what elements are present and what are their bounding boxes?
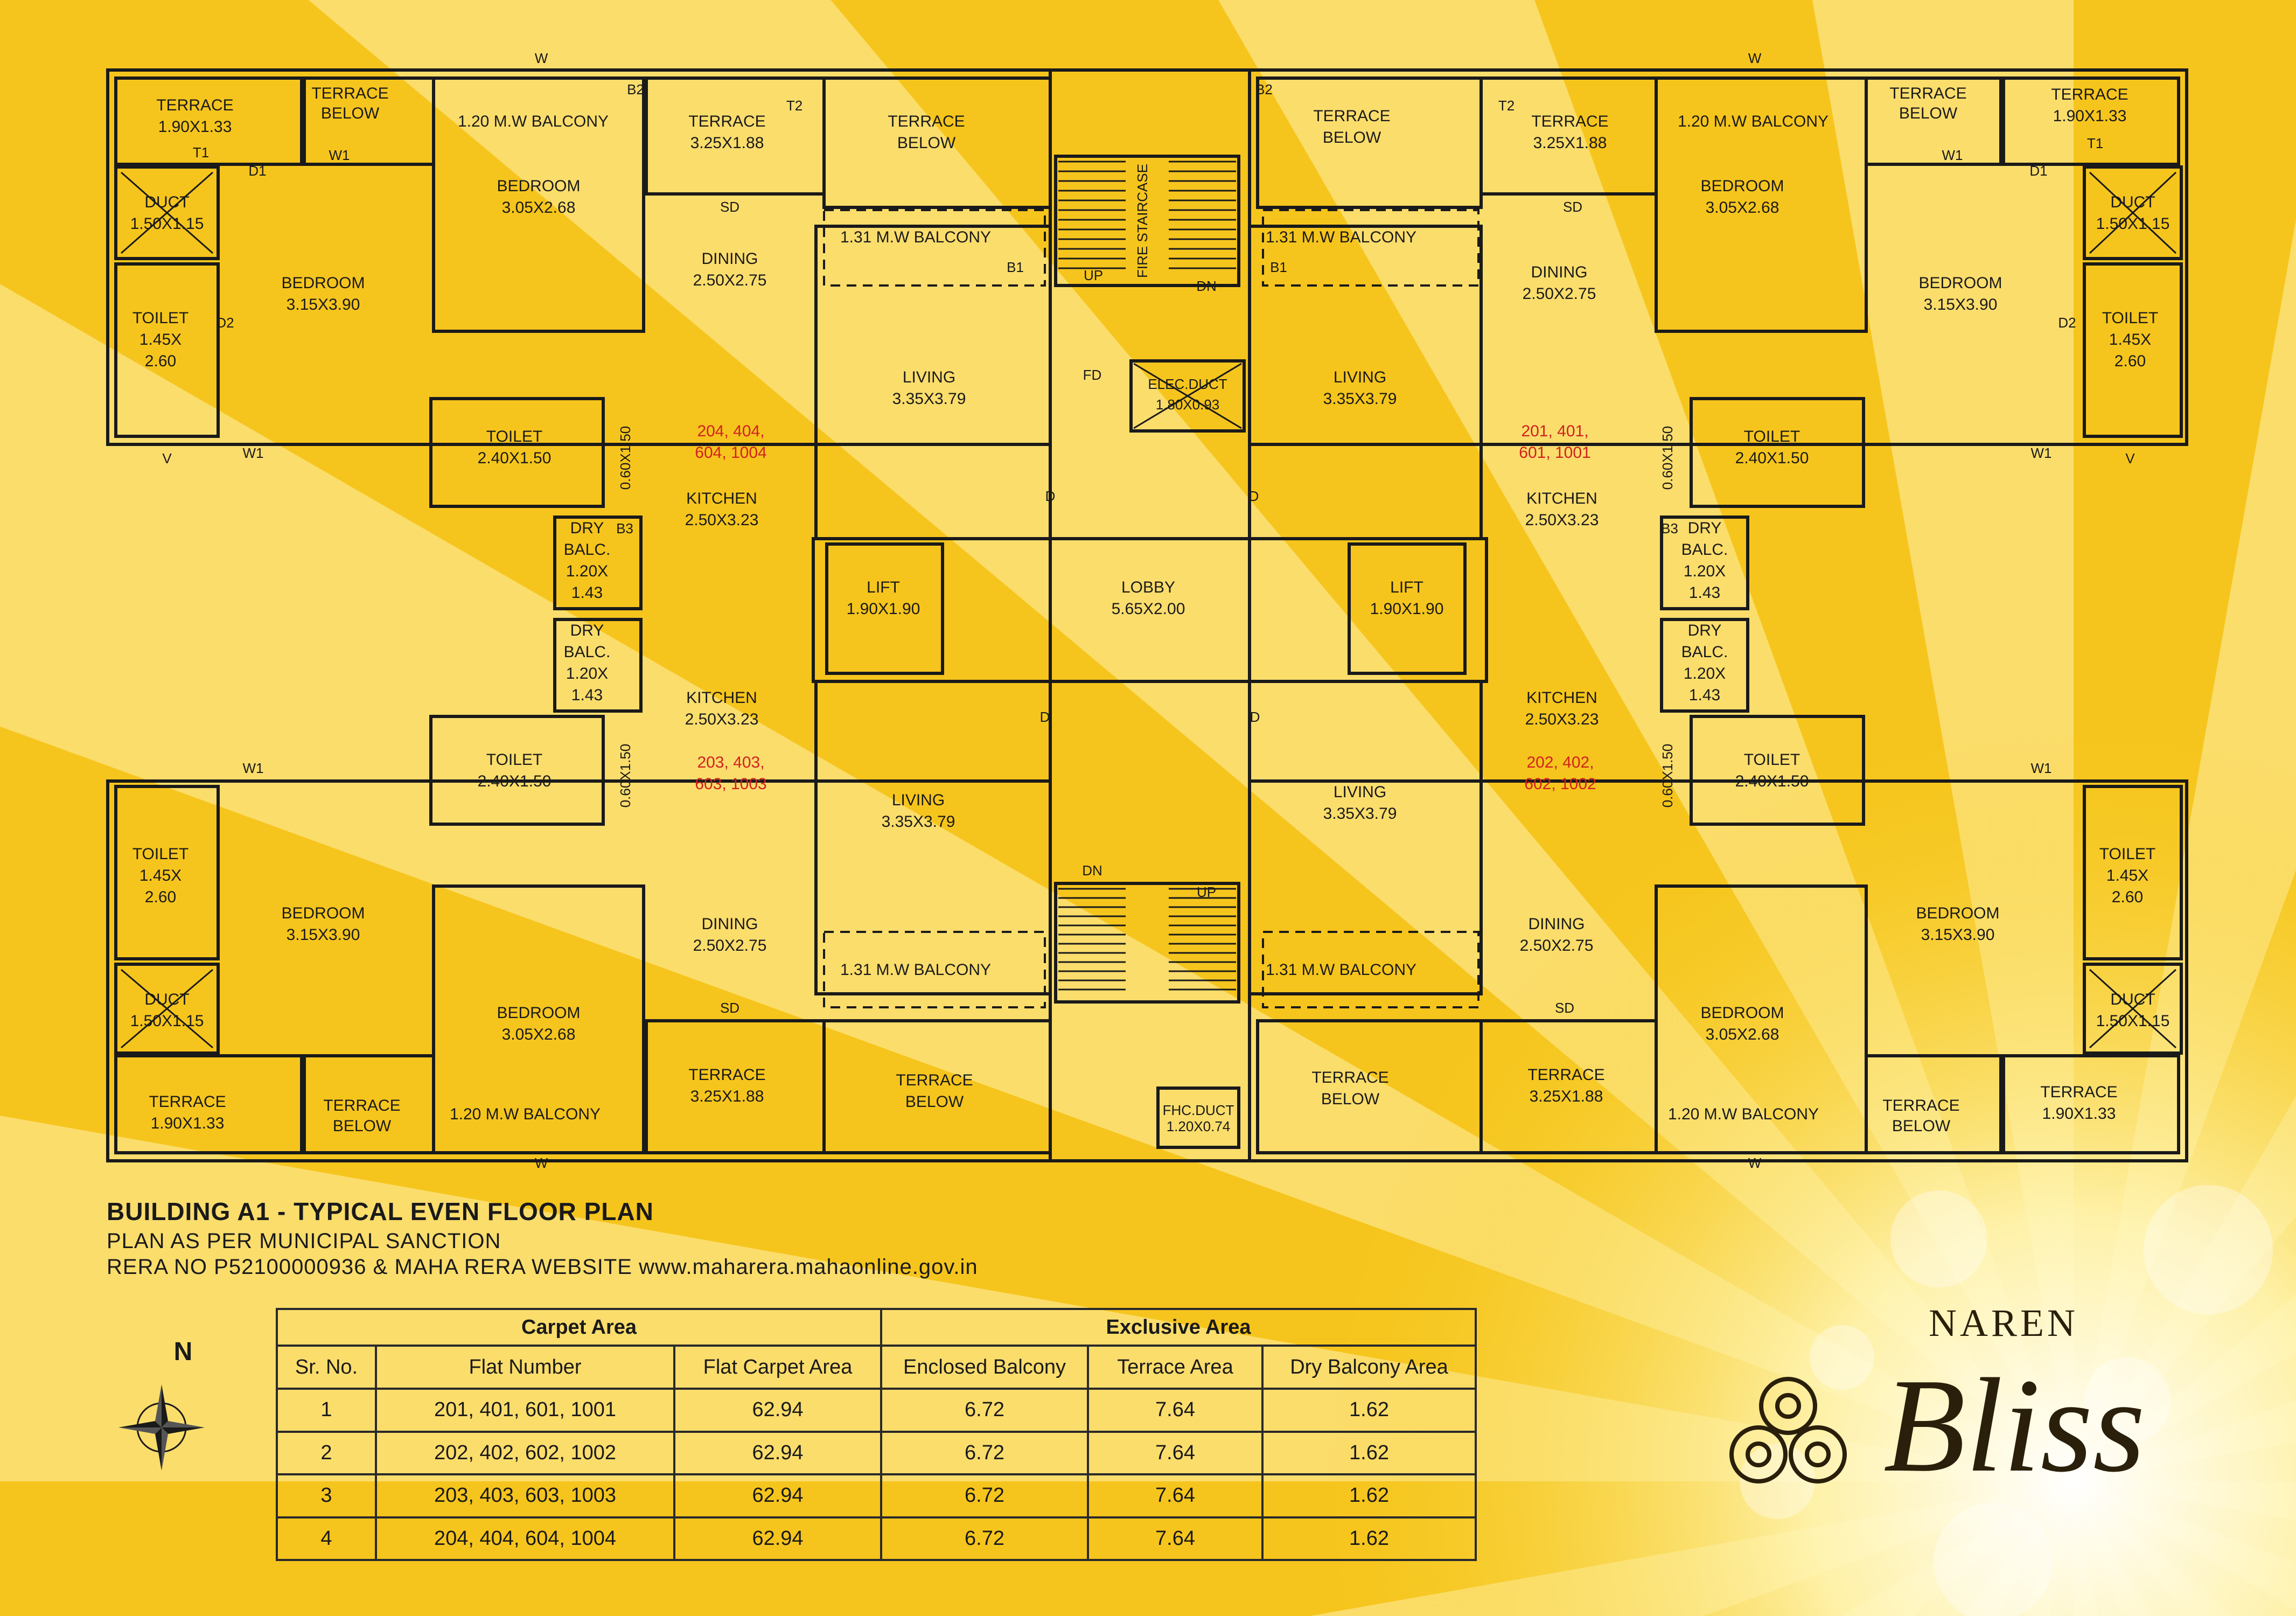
shaft-size: 0.60X1.50 — [1659, 743, 1676, 808]
flat-number-label: 201, 401, — [1521, 422, 1589, 440]
room-size: 1.20X0.74 — [1166, 1118, 1231, 1134]
table-cell: 6.72 — [881, 1517, 1088, 1561]
room-label: KITCHEN — [1526, 689, 1597, 707]
rera-note: RERA NO P52100000936 & MAHA RERA WEBSITE www.maharera.mahaonline.gov.in — [107, 1255, 978, 1279]
room-size: 3.25X1.88 — [1533, 134, 1607, 152]
table-cell: 1.62 — [1262, 1432, 1476, 1475]
door-mark: D2 — [2058, 315, 2076, 331]
window-mark: W1 — [329, 147, 350, 163]
room-label: BELOW — [905, 1093, 964, 1111]
room-label: BELOW — [1321, 1090, 1380, 1108]
table-cell: 1.62 — [1262, 1474, 1476, 1517]
shaft-size: 0.60X1.50 — [1659, 426, 1676, 490]
table-cell: 62.94 — [674, 1517, 881, 1561]
room-label: 1.20 M.W BALCONY — [449, 1105, 601, 1123]
room-size: 2.40X1.50 — [477, 772, 552, 790]
terrace-mark: T2 — [786, 97, 803, 114]
window-mark: W1 — [1942, 147, 1963, 163]
room-label: TERRACE — [888, 113, 965, 130]
group-header-carpet-area: Carpet Area — [277, 1309, 881, 1346]
room-label: TOILET — [486, 751, 543, 769]
stair-direction: UP — [1083, 267, 1104, 283]
window-mark: W1 — [242, 445, 264, 461]
plan-subtitle: PLAN AS PER MUNICIPAL SANCTION — [107, 1229, 501, 1253]
table-cell: 62.94 — [674, 1432, 881, 1475]
room-label: KITCHEN — [1526, 490, 1597, 507]
room-label: BALC. — [1681, 643, 1728, 661]
room-size: 1.45X — [139, 331, 182, 349]
room-label: LIVING — [1333, 783, 1387, 801]
room-label: BEDROOM — [497, 177, 581, 195]
stair-direction: DN — [1196, 278, 1217, 294]
room-label: BEDROOM — [281, 274, 365, 292]
column-header: Flat Number — [376, 1346, 674, 1389]
room-size: 3.05X2.68 — [1705, 1026, 1779, 1043]
room-size: 1.20X — [566, 562, 609, 580]
room-size: 2.50X2.75 — [693, 937, 767, 955]
room-label: BEDROOM — [1916, 904, 2000, 922]
flat-number-label: 204, 404, — [697, 422, 765, 440]
room-label: BEDROOM — [1918, 274, 2002, 292]
room-size: 3.25X1.88 — [1529, 1088, 1603, 1105]
room-size: 1.43 — [1688, 584, 1721, 602]
room-label: TERRACE — [1889, 85, 1967, 102]
door-mark: D — [1045, 488, 1056, 504]
flat-number-label: 602, 1002 — [1524, 775, 1596, 793]
area-table — [276, 1308, 1477, 1561]
room-label: DINING — [1531, 263, 1588, 281]
room-label: DRY — [570, 519, 604, 537]
column-header: Terrace Area — [1088, 1346, 1262, 1389]
logo-brand-top: NAREN — [1929, 1301, 2078, 1345]
room-size: 1.80X0.93 — [1155, 396, 1220, 413]
room-size: 3.15X3.90 — [286, 296, 360, 314]
balcony-mark: B1 — [1270, 259, 1287, 275]
table-cell: 7.64 — [1088, 1389, 1262, 1432]
door-mark: D1 — [2029, 163, 2048, 179]
room-label: KITCHEN — [686, 490, 757, 507]
logo-brand-main: Bliss — [1883, 1351, 2146, 1500]
table-cell: 3 — [277, 1474, 376, 1517]
room-label: BALC. — [1681, 541, 1728, 559]
door-mark: D1 — [248, 163, 267, 179]
room-size: 1.50X1.15 — [2096, 1012, 2170, 1030]
room-label: LIFT — [1390, 579, 1423, 596]
room-label: TERRACE — [323, 1097, 401, 1115]
door-mark: SD — [720, 1000, 740, 1016]
table-cell: 203, 403, 603, 1003 — [376, 1474, 674, 1517]
room-label: LIVING — [902, 368, 956, 386]
room-label: 1.31 M.W BALCONY — [840, 228, 992, 246]
room-size: 1.20X — [1683, 562, 1726, 580]
room-size: 1.50X1.15 — [130, 1012, 204, 1030]
flat-number-label: 601, 1001 — [1519, 444, 1591, 462]
room-label: 1.31 M.W BALCONY — [840, 961, 992, 979]
room-label: LIFT — [867, 579, 900, 596]
room-size: 3.25X1.88 — [690, 134, 764, 152]
room-label: TERRACE — [2051, 86, 2128, 103]
room-label: TOILET — [486, 428, 543, 445]
column-header: Enclosed Balcony — [881, 1346, 1088, 1389]
room-size: 1.20X — [1683, 665, 1726, 682]
table-cell: 1.62 — [1262, 1389, 1476, 1432]
table-cell: 2 — [277, 1432, 376, 1475]
room-size: 2.50X3.23 — [1525, 711, 1599, 728]
balcony-mark: B2 — [1255, 81, 1273, 97]
plan-title: BUILDING A1 - TYPICAL EVEN FLOOR PLAN — [107, 1197, 654, 1225]
door-mark: SD — [720, 199, 740, 215]
room-size: 3.35X3.79 — [892, 390, 966, 408]
room-label: TERRACE — [1311, 1069, 1389, 1086]
room-size: 5.65X2.00 — [1111, 600, 1185, 618]
door-mark: FD — [1083, 367, 1102, 383]
room-size: 1.90X1.90 — [1370, 600, 1444, 618]
table-cell: 62.94 — [674, 1389, 881, 1432]
room-size: 1.90X1.33 — [158, 118, 232, 136]
ventilator-mark: V — [2125, 450, 2135, 466]
room-label: FHC.DUCT — [1162, 1102, 1234, 1118]
room-size: 1.90X1.33 — [150, 1115, 225, 1132]
room-size: 3.05X2.68 — [501, 1026, 576, 1043]
window-mark: W — [534, 50, 548, 66]
room-label: TERRACE — [1313, 107, 1391, 125]
room-size: 3.05X2.68 — [1705, 199, 1779, 217]
room-size: 2.50X2.75 — [1522, 285, 1596, 303]
north-compass-icon — [108, 1336, 215, 1476]
room-label: TERRACE — [896, 1071, 973, 1089]
table-cell: 6.72 — [881, 1474, 1088, 1517]
room-size: 3.35X3.79 — [881, 813, 955, 831]
room-label: TOILET — [2102, 309, 2159, 327]
table-cell: 7.64 — [1088, 1474, 1262, 1517]
stair-direction: UP — [1196, 884, 1217, 900]
room-label: DINING — [1528, 915, 1585, 933]
table-cell: 7.64 — [1088, 1432, 1262, 1475]
door-mark: SD — [1562, 199, 1583, 215]
room-size: 2.50X3.23 — [685, 511, 759, 529]
table-cell: 1.62 — [1262, 1517, 1476, 1561]
room-label: KITCHEN — [686, 689, 757, 707]
room-size: 1.20X — [566, 665, 609, 682]
room-size: 3.35X3.79 — [1323, 805, 1397, 823]
table-cell: 6.72 — [881, 1389, 1088, 1432]
room-size: 2.40X1.50 — [477, 449, 552, 467]
balcony-mark: B1 — [1007, 259, 1024, 275]
window-mark: W — [1748, 1155, 1762, 1171]
column-header: Flat Carpet Area — [674, 1346, 881, 1389]
room-size: 2.60 — [2111, 888, 2144, 906]
room-label: TERRACE — [156, 96, 234, 114]
room-label: BELOW — [320, 105, 380, 122]
room-size: 3.25X1.88 — [690, 1088, 764, 1105]
trefoil-emblem-icon — [1732, 1379, 1845, 1481]
room-size: 2.50X3.23 — [1525, 511, 1599, 529]
room-size: 1.43 — [571, 584, 603, 602]
door-mark: SD — [1554, 1000, 1575, 1016]
room-label: TERRACE — [1527, 1066, 1605, 1084]
room-label: BELOW — [1322, 129, 1381, 147]
room-label: BALC. — [563, 541, 611, 559]
door-mark: D — [1039, 709, 1050, 725]
window-mark: W1 — [2030, 445, 2052, 461]
room-size: 1.45X — [2109, 331, 2152, 349]
terrace-mark: T1 — [192, 144, 210, 161]
room-label: TERRACE — [1882, 1097, 1960, 1115]
table-cell: 6.72 — [881, 1432, 1088, 1475]
room-size: 2.60 — [2114, 352, 2146, 370]
table-row — [277, 1389, 1476, 1432]
room-label: DUCT — [2110, 991, 2155, 1008]
room-label: 1.20 M.W BALCONY — [1677, 113, 1829, 130]
table-cell: 204, 404, 604, 1004 — [376, 1517, 674, 1561]
room-label: 1.31 M.W BALCONY — [1265, 228, 1417, 246]
room-size: 2.50X2.75 — [1519, 937, 1594, 955]
room-label: LIVING — [1333, 368, 1387, 386]
flat-number-label: 202, 402, — [1526, 754, 1594, 771]
room-size: 1.45X — [2106, 867, 2149, 884]
room-label: DRY — [1687, 622, 1722, 639]
room-label: TERRACE — [311, 85, 389, 102]
room-label: DINING — [701, 915, 758, 933]
room-size: 2.40X1.50 — [1735, 449, 1809, 467]
room-label: TERRACE — [688, 1066, 766, 1084]
room-label: DRY — [1687, 519, 1722, 537]
table-row — [277, 1474, 1476, 1517]
window-mark: W1 — [2030, 760, 2052, 776]
room-label: BEDROOM — [1700, 177, 1784, 195]
room-label: TOILET — [132, 309, 189, 327]
balcony-mark: B2 — [627, 81, 644, 97]
flat-number-label: 203, 403, — [697, 754, 765, 771]
room-size: 3.05X2.68 — [501, 199, 576, 217]
window-mark: W — [1748, 50, 1762, 66]
column-header: Dry Balcony Area — [1262, 1346, 1476, 1389]
room-label: BELOW — [1899, 105, 1958, 122]
room-label: BALC. — [563, 643, 611, 661]
room-size: 2.50X3.23 — [685, 711, 759, 728]
room-label: 1.20 M.W BALCONY — [1667, 1105, 1819, 1123]
terrace-mark: T2 — [1498, 97, 1515, 114]
table-row — [277, 1517, 1476, 1561]
room-size: 2.50X2.75 — [693, 271, 767, 289]
room-label: DUCT — [144, 991, 190, 1008]
table-cell: 1 — [277, 1389, 376, 1432]
stair-direction: DN — [1082, 862, 1102, 879]
room-label: 1.20 M.W BALCONY — [457, 113, 609, 130]
room-label: FIRE STAIRCASE — [1134, 164, 1150, 278]
room-label: DINING — [701, 250, 758, 268]
table-cell: 7.64 — [1088, 1517, 1262, 1561]
room-label: TOILET — [1743, 428, 1800, 445]
room-label: DUCT — [2110, 193, 2155, 211]
table-row — [277, 1432, 1476, 1475]
room-label: BELOW — [1892, 1117, 1951, 1135]
column-header: Sr. No. — [277, 1346, 376, 1389]
room-label: TOILET — [132, 845, 189, 863]
naren-bliss-logo — [1713, 1293, 2187, 1530]
room-size: 1.90X1.33 — [2042, 1105, 2116, 1123]
room-size: 2.40X1.50 — [1735, 772, 1809, 790]
room-label: BEDROOM — [497, 1004, 581, 1022]
table-group-header-row — [277, 1309, 1476, 1346]
door-mark: D — [1248, 488, 1259, 504]
room-label: TOILET — [2099, 845, 2156, 863]
room-label: LOBBY — [1121, 579, 1176, 596]
room-label: ELEC.DUCT — [1148, 376, 1227, 392]
room-label: TERRACE — [688, 113, 766, 130]
group-header-exclusive-area: Exclusive Area — [881, 1309, 1476, 1346]
room-size: 1.50X1.15 — [130, 215, 204, 233]
flat-number-label: 603, 1003 — [695, 775, 767, 793]
room-label: BEDROOM — [1700, 1004, 1784, 1022]
table-cell: 202, 402, 602, 1002 — [376, 1432, 674, 1475]
table-cell: 4 — [277, 1517, 376, 1561]
room-size: 2.60 — [144, 352, 177, 370]
table-header-row — [277, 1346, 1476, 1389]
room-label: 1.31 M.W BALCONY — [1265, 961, 1417, 979]
room-label: BELOW — [897, 134, 956, 152]
room-size: 1.43 — [571, 686, 603, 704]
room-size: 3.15X3.90 — [286, 926, 360, 944]
room-label: TERRACE — [2040, 1083, 2118, 1101]
balcony-mark: B3 — [616, 520, 633, 537]
window-mark: W1 — [242, 760, 264, 776]
table-cell: 62.94 — [674, 1474, 881, 1517]
room-label: BELOW — [332, 1117, 392, 1135]
room-label: DRY — [570, 622, 604, 639]
room-label: TOILET — [1743, 751, 1800, 769]
room-size: 1.90X1.90 — [846, 600, 920, 618]
room-size: 3.15X3.90 — [1921, 926, 1995, 944]
room-size: 1.90X1.33 — [2053, 107, 2127, 125]
room-label: LIVING — [891, 791, 945, 809]
shaft-size: 0.60X1.50 — [617, 426, 633, 490]
room-size: 3.15X3.90 — [1923, 296, 1998, 314]
room-size: 1.43 — [1688, 686, 1721, 704]
room-size: 1.50X1.15 — [2096, 215, 2170, 233]
balcony-mark: B3 — [1661, 520, 1678, 537]
shaft-size: 0.60X1.50 — [617, 743, 633, 808]
door-mark: D — [1250, 709, 1260, 725]
door-mark: D2 — [216, 315, 234, 331]
room-label: DUCT — [144, 193, 190, 211]
ventilator-mark: V — [162, 450, 172, 466]
terrace-mark: T1 — [2086, 135, 2104, 151]
table-cell: 201, 401, 601, 1001 — [376, 1389, 674, 1432]
room-size: 2.60 — [144, 888, 177, 906]
room-size: 3.35X3.79 — [1323, 390, 1397, 408]
room-label: TERRACE — [1531, 113, 1609, 130]
room-label: BEDROOM — [281, 904, 365, 922]
room-label: TERRACE — [149, 1093, 226, 1111]
window-mark: W — [534, 1155, 548, 1171]
flat-number-label: 604, 1004 — [695, 444, 767, 462]
compass-label: N — [173, 1338, 193, 1366]
room-size: 1.45X — [139, 867, 182, 884]
